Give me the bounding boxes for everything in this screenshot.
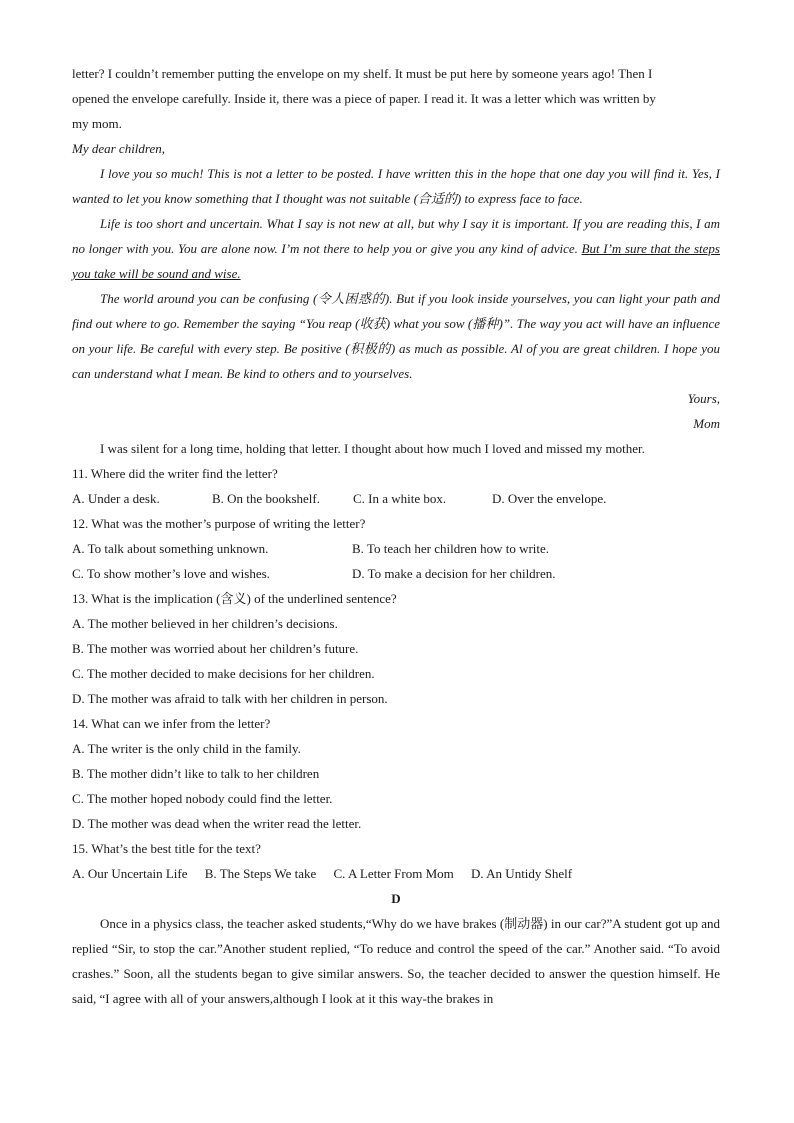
question-14 <box>72 711 720 836</box>
option-b[interactable]: B. To teach her children how to write. <box>352 541 550 556</box>
passage-d <box>72 886 720 1011</box>
letter-paragraph: I love you so much! This is not a letter to be posted. I have written this in the hope that one day you will find it. Yes, I wanted to let you know something that I thought was not suitable (合适的) to express face to face. <box>72 166 720 206</box>
option-a[interactable]: A. To talk about something unknown. <box>72 541 269 556</box>
question-stem: 14. What can we infer from the letter? <box>72 716 271 731</box>
letter-paragraph <box>72 211 720 286</box>
letter-paragraph: The world around you can be confusing (令人困惑的). But if you look inside yourselves, you can light your path and find out where to go. Remember the saying “You reap (收获) what you sow (播种)”. The way you act will have an influence on your life. Be careful with every step. Be positive (积极的) as much as possible. Al of you are great children. I hope you can understand what I mean. Be kind to others and to yourselves. <box>72 291 720 381</box>
option-b[interactable]: B. The mother didn’t like to talk to her children <box>72 766 320 781</box>
passage-line: opened the envelope carefully. Inside it, there was a piece of paper. I read it. It was a letter which was written by <box>72 91 656 106</box>
question-12 <box>72 511 720 586</box>
option-a[interactable]: A. The writer is the only child in the family. <box>72 741 301 756</box>
underlined-sentence: But I’m sure that the steps you take will be sound and wise. <box>72 241 720 281</box>
section-heading: D <box>391 891 401 906</box>
question-stem: 11. Where did the writer find the letter? <box>72 466 278 481</box>
options-row <box>72 561 720 586</box>
passage-paragraph: Once in a physics class, the teacher asked students,“Why do we have brakes (制动器) in our car?”A student got up and replied “Sir, to stop the car.”Another student replied, “To reduce and control the speed of the car.” Another said. “To avoid crashes.” Soon, all the students began to give similar answers. So, the teacher decided to answer the question himself. He said, “I agree with all of your answers,although I look at it this way-the brakes in <box>72 916 720 1006</box>
question-stem: 15. What’s the best title for the text? <box>72 841 261 856</box>
option-a[interactable]: A. Our Uncertain Life <box>72 866 188 881</box>
letter-text: Life is too short and uncertain. What I say is not new at all, but why I say it is important. If you are reading this, I am no longer with you. You are alone now. I’m not there to help you or give you any kind of advice. <box>72 216 720 256</box>
option-a[interactable]: A. Under a desk. <box>72 491 160 506</box>
option-c[interactable]: C. A Letter From Mom <box>333 866 454 881</box>
passage-line: letter? I couldn’t remember putting the envelope on my shelf. It must be put here by someone years ago! Then I <box>72 66 653 81</box>
option-c[interactable]: C. The mother hoped nobody could find the letter. <box>72 791 333 806</box>
question-15 <box>72 836 720 886</box>
passage-ending: I was silent for a long time, holding that letter. I thought about how much I loved and missed my mother. <box>100 441 645 456</box>
letter-signature: Mom <box>693 416 720 431</box>
option-d[interactable]: D. The mother was dead when the writer read the letter. <box>72 816 362 831</box>
question-stem: 13. What is the implication (含义) of the underlined sentence? <box>72 591 397 606</box>
option-d[interactable]: D. Over the envelope. <box>492 491 607 506</box>
option-b[interactable]: B. The Steps We take <box>204 866 317 881</box>
letter-salutation: My dear children, <box>72 141 166 156</box>
question-11 <box>72 461 720 511</box>
passage-line: my mom. <box>72 116 122 131</box>
option-b[interactable]: B. The mother was worried about her children’s future. <box>72 641 359 656</box>
options-row <box>72 536 720 561</box>
option-d[interactable]: D. To make a decision for her children. <box>352 566 556 581</box>
option-a[interactable]: A. The mother believed in her children’s decisions. <box>72 616 338 631</box>
option-c[interactable]: C. To show mother’s love and wishes. <box>72 566 270 581</box>
question-stem: 12. What was the mother’s purpose of writing the letter? <box>72 516 366 531</box>
option-c[interactable]: C. The mother decided to make decisions for her children. <box>72 666 375 681</box>
options-row <box>72 486 720 511</box>
option-d[interactable]: D. An Untidy Shelf <box>471 866 573 881</box>
passage-c <box>72 61 720 461</box>
option-c[interactable]: C. In a white box. <box>353 491 447 506</box>
question-13 <box>72 586 720 711</box>
option-d[interactable]: D. The mother was afraid to talk with her children in person. <box>72 691 388 706</box>
options-row <box>72 861 720 886</box>
option-b[interactable]: B. On the bookshelf. <box>212 491 320 506</box>
letter-closing: Yours, <box>687 391 720 406</box>
